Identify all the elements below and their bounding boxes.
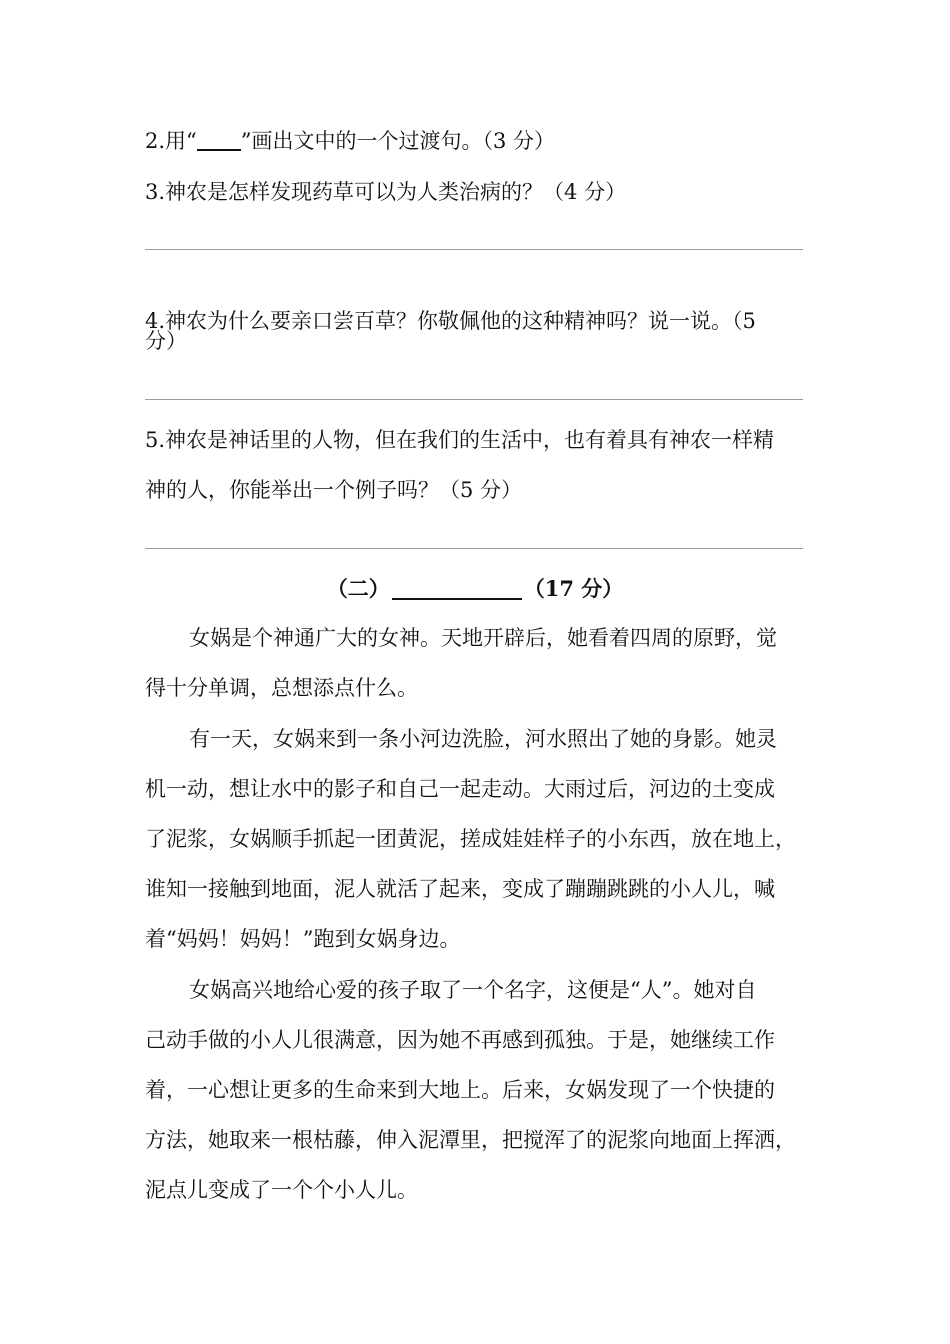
passage-p3-line-4: 方法，她取来一根枯藤，伸入泥潭里，把搅浑了的泥浆向地面上挥洒，: [145, 1128, 796, 1152]
question-2: [145, 126, 810, 156]
question-4-line-1: 4.神农为什么要亲口尝百草？你敬佩他的这种精神吗？说一说。（5: [145, 309, 756, 333]
passage-p2-line-3: 了泥浆，女娲顺手抓起一团黄泥，搓成娃娃样子的小东西，放在地上，: [145, 827, 796, 851]
question-4-line-2: 分）: [145, 329, 187, 353]
question-2-blank: [197, 131, 241, 151]
passage-p2-line-4: 谁知一接触到地面，泥人就活了起来，变成了蹦蹦跳跳的小人儿，喊: [145, 877, 775, 901]
passage-p2-line-5: 着“妈妈！妈妈！”跑到女娲身边。: [145, 927, 461, 951]
question-5-line-1: 5.神农是神话里的人物，但在我们的生活中，也有着具有神农一样精: [145, 428, 775, 452]
section-2-title-blank: [392, 578, 522, 600]
passage-p2-line-2: 机一动，想让水中的影子和自己一起走动。大雨过后，河边的土变成: [145, 777, 775, 801]
passage-p3-line-3: 着，一心想让更多的生命来到大地上。后来，女娲发现了一个快捷的: [145, 1078, 775, 1102]
answer-line-5: [145, 548, 803, 549]
question-2-text-end: ”画出文中的一个过渡句。（3 分）: [240, 129, 556, 153]
section-2-title: [0, 574, 950, 604]
section-2-suffix: （17 分）: [523, 576, 624, 601]
passage-p3-line-5: 泥点儿变成了一个个小人儿。: [145, 1178, 418, 1202]
answer-line-3: [145, 249, 803, 250]
passage-p2-line-1: 有一天，女娲来到一条小河边洗脸，河水照出了她的身影。她灵: [189, 727, 777, 751]
section-2-prefix: （二）: [326, 576, 390, 601]
answer-line-4: [145, 399, 803, 400]
question-2-text-start: 2.用“: [145, 129, 197, 153]
passage-p3-line-1: 女娲高兴地给心爱的孩子取了一个名字，这便是“人”。她对自: [189, 978, 757, 1002]
passage-p1-line-1: 女娲是个神通广大的女神。天地开辟后，她看着四周的原野，觉: [189, 626, 777, 650]
passage-p1-line-2: 得十分单调，总想添点什么。: [145, 676, 418, 700]
question-3: 3.神农是怎样发现药草可以为人类治病的？（4 分）: [145, 180, 627, 204]
question-5-line-2: 神的人，你能举出一个例子吗？（5 分）: [145, 478, 523, 502]
passage-p3-line-2: 己动手做的小人儿很满意，因为她不再感到孤独。于是，她继续工作: [145, 1028, 775, 1052]
